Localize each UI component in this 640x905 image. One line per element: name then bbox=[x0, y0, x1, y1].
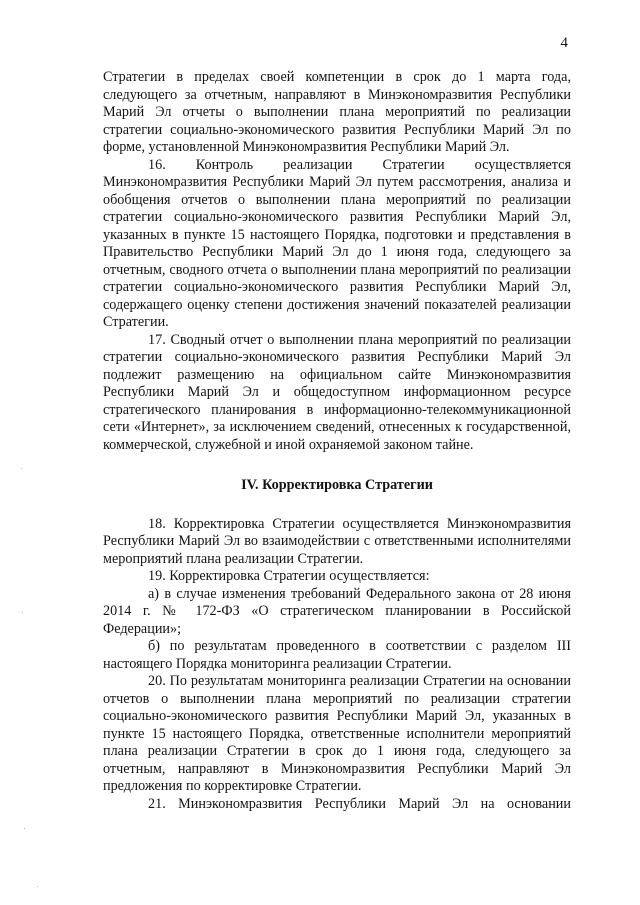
scan-speck bbox=[24, 828, 25, 829]
paragraph-16: 16. Контроль реализации Стратегии осуществляется Минэкономразвития Республики Марий Эл путем рассмотрения, анализа и обобщения отчетов о выполнении плана мероприятий по реализации стратегии социально-экономического развития Республики Марий Эл, указанных в пункте 15 настоящего Порядка, подготовки и представления в Правительство Республики Марий Эл до 1 июня года, следующего за отчетным, сводного отчета о выполнении плана мероприятий по реализации стратегии социально-экономического развития Республики Марий Эл, содержащего оценку степени достижения значений показателей реализации Стратегии. bbox=[103, 156, 571, 330]
scan-speck bbox=[22, 612, 23, 613]
section-heading: IV. Корректировка Стратегии bbox=[241, 477, 433, 493]
paragraph-18: 18. Корректировка Стратегии осуществляется Минэкономразвития Республики Марий Эл во взаимодействии с ответственными исполнителями мероприятий плана реализации Стратегии. bbox=[103, 515, 571, 567]
paragraph-continuation: Стратегии в пределах своей компетенции в срок до 1 марта года, следующего за отчетным, направляют в Минэкономразвития Республики Марий Эл отчеты о выполнении плана мероприятий по реализации стратегии социально-экономического развития Республики Марий Эл по форме, установленной Минэкономразвития Республики Марий Эл. bbox=[103, 69, 571, 155]
paragraph-17: 17. Сводный отчет о выполнении плана мероприятий по реализации стратегии социально-экономического развития Республики Марий Эл подлежит размещению на официальном сайте Минэкономразвития Республики Марий Эл и общедоступном информационном ресурсе стратегического планирования в информационно-телекоммуникационной сети «Интернет», за исключением сведений, отнесенных к государственной, коммерческой, служебной и иной охраняемой законом тайне. bbox=[103, 331, 571, 453]
paragraph-20: 20. По результатам мониторинга реализации Стратегии на основании отчетов о выполнении плана мероприятий по реализации стратегии социально-экономического развития Республики Марий Эл, указанных в пункте 15 настоящего Порядка, ответственные исполнители мероприятий плана реализации Стратегии в срок до 1 июня года, следующего за отчетным, направляют в Минэкономразвития Республики Марий Эл предложения по корректировке Стратегии. bbox=[103, 673, 571, 794]
scan-speck bbox=[21, 468, 22, 469]
document-body bbox=[103, 69, 571, 813]
scan-speck bbox=[37, 886, 38, 887]
paragraph-19: 19. Корректировка Стратегии осуществляется: bbox=[148, 568, 430, 584]
paragraph-21: 21. Минэкономразвития Республики Марий Эл на основании bbox=[148, 795, 571, 812]
paragraph-19-b: б) по результатам проведенного в соответствии с разделом III настоящего Порядка мониторинга реализации Стратегии. bbox=[103, 638, 571, 672]
paragraph-19-a: а) в случае изменения требований Федерального закона от 28 июня 2014 г. № 172-ФЗ «О стратегическом планировании в Российской Федерации»; bbox=[103, 585, 571, 637]
page-number: 4 bbox=[560, 35, 568, 51]
